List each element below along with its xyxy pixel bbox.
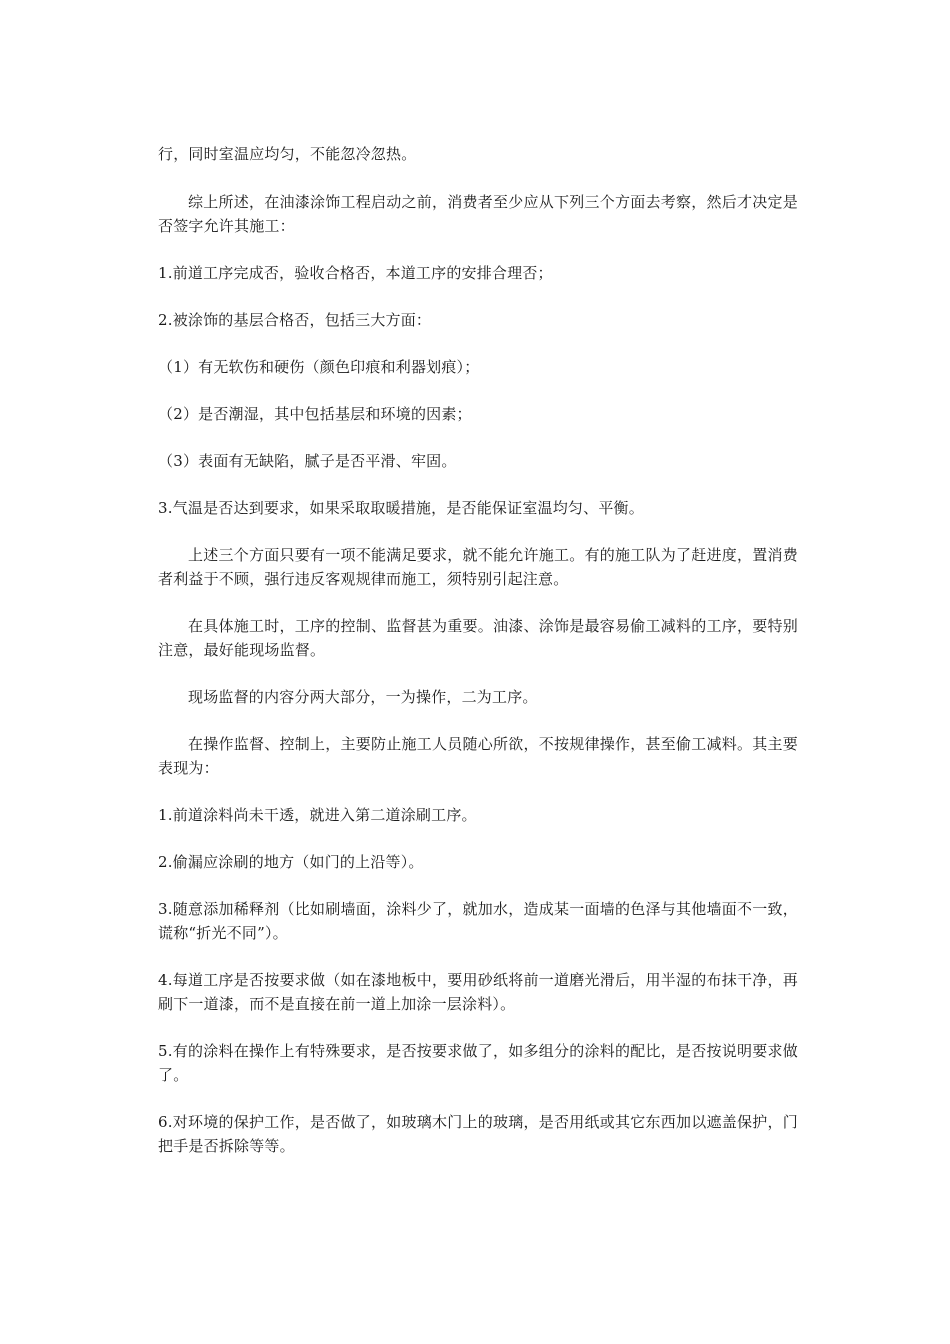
paragraph-requirements: 上述三个方面只要有一项不能满足要求，就不能允许施工。有的施工队为了赶进度，置消费者利益于不顾，强行违反客观规律而施工，须特别引起注意。 [158,546,798,588]
issue-item-3: 3.随意添加稀释剂（比如刷墙面，涂料少了，就加水，造成某一面墙的色泽与其他墙面不一致，谎称“折光不同”）。 [158,900,798,942]
sub-item-2: （2）是否潮湿，其中包括基层和环境的因素； [158,405,472,423]
sub-item-3: （3）表面有无缺陷，腻子是否平滑、牢固。 [158,452,457,470]
paragraph-content: 现场监督的内容分两大部分，一为操作，二为工序。 [188,688,538,706]
issue-item-4: 4.每道工序是否按要求做（如在漆地板中，要用砂纸将前一道磨光滑后，用半湿的布抹干净，再刷下一道漆，而不是直接在前一道上加涂一层涂料）。 [158,971,798,1013]
paragraph-operation: 在操作监督、控制上，主要防止施工人员随心所欲，不按规律操作，甚至偷工减料。其主要表现为： [158,735,798,777]
list-item-3: 3.气温是否达到要求，如果采取取暖措施，是否能保证室温均匀、平衡。 [158,499,644,517]
sub-item-1: （1）有无软伤和硬伤（颜色印痕和利器划痕）； [158,358,480,376]
document-body [158,142,798,1158]
issue-item-1: 1.前道涂料尚未干透，就进入第二道涂刷工序。 [158,806,477,824]
paragraph-supervision: 在具体施工时，工序的控制、监督甚为重要。油漆、涂饰是最容易偷工减料的工序，要特别注意，最好能现场监督。 [158,617,798,659]
issue-item-2: 2.偷漏应涂刷的地方（如门的上沿等）。 [158,853,424,871]
issue-item-6: 6.对环境的保护工作，是否做了，如玻璃木门上的玻璃，是否用纸或其它东西加以遮盖保护，门把手是否拆除等等。 [158,1113,798,1155]
paragraph-continuation: 行，同时室温应均匀，不能忽冷忽热。 [158,145,417,163]
list-item-1: 1.前道工序完成否，验收合格否，本道工序的安排合理否； [158,264,553,282]
list-item-2: 2.被涂饰的基层合格否，包括三大方面： [158,311,432,329]
paragraph-summary: 综上所述，在油漆涂饰工程启动之前，消费者至少应从下列三个方面去考察，然后才决定是否签字允许其施工： [158,193,798,235]
issue-item-5: 5.有的涂料在操作上有特殊要求，是否按要求做了，如多组分的涂料的配比，是否按说明要求做了。 [158,1042,798,1084]
